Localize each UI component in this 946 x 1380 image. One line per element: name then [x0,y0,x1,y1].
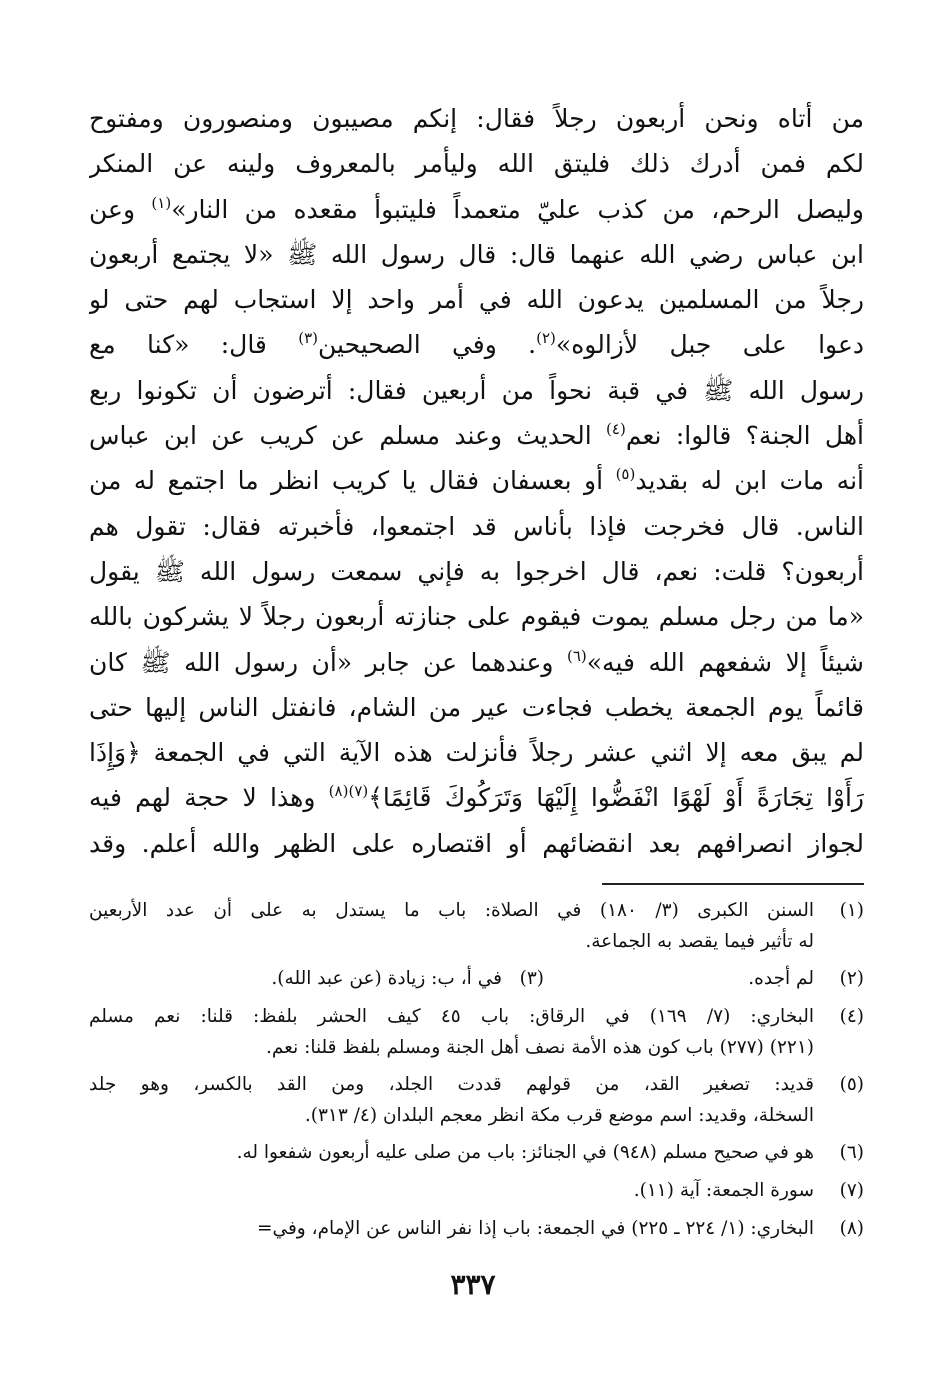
footnote-3 [271,963,544,995]
text-line: رجلاً من المسلمين يدعون الله في أمر واحد إلا استجاب لهم حتى لو [89,285,864,315]
footnote-line: قديد: تصغير القد، من قولهم قددت الجلد، ومن القد بالكسر، وهو جلد [89,1074,814,1095]
footnote-number: (٨) [839,1218,864,1239]
footnote-divider [602,883,864,885]
footnote-line: سورة الجمعة: آية (١١). [633,1180,814,1201]
text-line: أهل الجنة؟ قالوا: نعم$^{(٤)}$ الحديث وعند مسلم عن كريب عن ابن عباس [89,420,864,451]
footnote-line: (٢٢١) (٢٧٧) باب كون هذه الأمة نصف أهل الجنة ومسلم بلفظ قلنا: نعم. [265,1037,814,1058]
footnote-ref: (٦) [566,646,587,665]
footnote-number: (٢) [839,968,864,989]
text-line: من أتاه ونحن أربعون رجلاً فقال: إنكم مصيبون ومنصورون ومفتوح [89,104,864,133]
footnote-6 [89,1137,864,1169]
footnote-line: هو في صحيح مسلم (٩٤٨) في الجنائز: باب من صلى عليه أربعون شفعوا له. [236,1142,814,1163]
footnote-3-text: في أ، ب: زيادة (عن عبد الله). [271,968,502,989]
footnote-ref: (٢) [536,329,556,348]
text-line: ابن عباس رضي الله عنهما قال: قال رسول الله ﷺ «لا يجتمع أربعون [89,239,864,269]
footnote-number: (٦) [839,1142,864,1163]
text-line: رَأَوْا تِجَارَةً أَوْ لَهْوًا انْفَضُّوا إِلَيْهَا وَتَرَكُوكَ قَائِمًا﴾$^{(٧)(٨)}$ وهذا لا حجة لهم فيه [89,782,864,813]
footnote-number: (٣) [519,968,544,989]
footnote-number: (٤) [839,1006,864,1027]
footnote-2-3 [89,963,864,995]
footnote-4 [89,1001,864,1063]
text-line: وليصل الرحم، من كذب عليّ متعمداً فليتبوأ مقعده من النار»$^{(١)}$ وعن [89,193,864,224]
footnote-line: البخاري: (١/ ٢٢٤ ـ ٢٢٥) في الجمعة: باب إذا نفر الناس عن الإمام، وفي= [257,1218,814,1239]
footnote-number: (٥) [839,1074,864,1095]
main-text [89,96,864,866]
footnote-ref: (٧)(٨) [328,782,369,801]
footnote-ref: (٤) [606,420,626,439]
footnote-2-text: لم أجده. [748,968,814,989]
text-line: شيئاً إلا شفعهم الله فيه»$^{(٦)}$ وعندهما عن جابر «أن رسول الله ﷺ كان [89,646,864,677]
text-line: دعوا على جبل لأزالوه»$^{(٢)}$. وفي الصحيحين$^{(٣)}$ قال: «كنا مع [89,329,864,360]
footnote-ref: (٥) [615,465,636,484]
footnote-line: له تأثير فيما يقصد به الجماعة. [585,931,814,952]
footnote-line: السنن الكبرى (٣/ ١٨٠) في الصلاة: باب ما يستدل به على أن عدد الأربعين [89,900,814,921]
footnote-ref: (٣) [298,329,318,348]
text-line: قائماً يوم الجمعة يخطب فجاءت عير من الشام، فانفتل الناس إليها حتى [89,692,864,722]
footnote-number: (١) [839,900,864,921]
text-line: أنه مات ابن له بقديد$^{(٥)}$ أو بعسفان فقال يا كريب انظر ما اجتمع له من [89,465,864,496]
text-line: لكم فمن أدرك ذلك فليتق الله وليأمر بالمعروف ولينه عن المنكر [89,149,864,179]
text-line: «ما من رجل مسلم يموت فيقوم على جنازته أربعون رجلاً لا يشركون بالله [89,602,864,632]
footnote-1 [89,895,864,957]
footnote-line: البخاري: (٧/ ١٦٩) في الرقاق: باب ٤٥ كيف الحشر بلفظ: قلنا: نعم مسلم [89,1006,814,1027]
footnotes [89,895,864,1251]
text-line: أربعون؟ قلت: نعم، قال اخرجوا به فإني سمعت رسول الله ﷺ يقول [89,556,864,586]
page-number: ٣٣٧ [450,1268,496,1301]
text-line: لم يبق معه إلا اثني عشر رجلاً فأنزلت هذه الآية التي في الجمعة ﴿وَإِذَا [89,738,864,768]
text-line: لجواز انصرافهم بعد انقضائهم أو اقتصاره على الظهر والله أعلم. وقد [89,828,864,858]
footnote-5 [89,1069,864,1131]
text-line: الناس. قال فخرجت فإذا بأناس قد اجتمعوا، فأخبرته فقال: تقول هم [89,511,864,541]
footnote-line: السخلة، وقديد: اسم موضع قرب مكة انظر معجم البلدان (٤/ ٣١٣). [304,1105,814,1126]
footnote-7 [89,1175,864,1207]
footnote-ref: (١) [151,193,172,212]
text-line: رسول الله ﷺ في قبة نحواً من أربعين فقال: أترضون أن تكونوا ربع [89,375,864,405]
footnote-number: (٧) [839,1180,864,1201]
footnote-8 [89,1213,864,1245]
